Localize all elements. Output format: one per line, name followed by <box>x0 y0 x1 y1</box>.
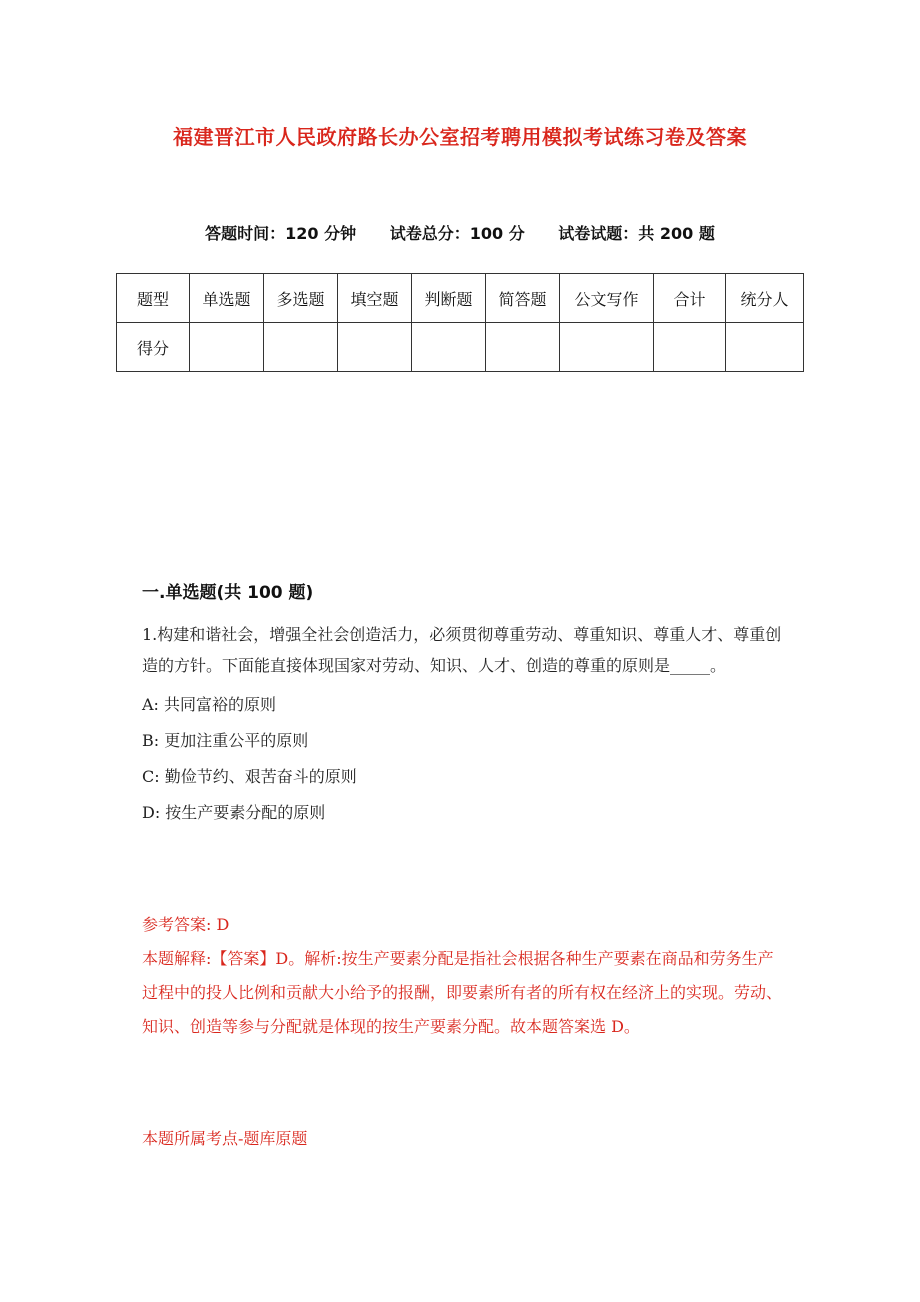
row-label-score: 得分 <box>117 323 190 372</box>
header-fill-blank: 填空题 <box>338 274 412 323</box>
header-scorer: 统分人 <box>726 274 804 323</box>
exam-info <box>0 221 920 244</box>
page-title: 福建晋江市人民政府路长办公室招考聘用模拟考试练习卷及答案 <box>173 125 747 149</box>
header-total: 合计 <box>654 274 726 323</box>
exam-time: 答题时间：120 分钟 <box>205 224 357 243</box>
header-single-choice: 单选题 <box>190 274 264 323</box>
score-cell <box>338 323 412 372</box>
option-b: B: 更加注重公平的原则 <box>142 731 309 750</box>
reference-answer: 参考答案: D <box>142 915 230 934</box>
score-cell <box>190 323 264 372</box>
option-a: A: 共同富裕的原则 <box>142 695 277 714</box>
option-c: C: 勤俭节约、艰苦奋斗的原则 <box>142 767 357 786</box>
header-true-false: 判断题 <box>412 274 486 323</box>
header-document-writing: 公文写作 <box>560 274 654 323</box>
option-d: D: 按生产要素分配的原则 <box>142 803 326 822</box>
knowledge-point: 本题所属考点-题库原题 <box>142 1129 308 1148</box>
score-cell <box>560 323 654 372</box>
score-cell <box>264 323 338 372</box>
header-short-answer: 简答题 <box>486 274 560 323</box>
exam-total-score: 试卷总分：100 分 <box>389 224 525 243</box>
score-table-header-row <box>117 274 804 323</box>
score-table <box>116 273 804 372</box>
score-cell <box>486 323 560 372</box>
question-1 <box>142 619 782 831</box>
answer-explanation: 本题解释:【答案】D。解析:按生产要素分配是指社会根据各种生产要素在商品和劳务生产过程中的投人比例和贡献大小给予的报酬，即要素所有者的所有权在经济上的实现。劳动、知识、创造等参与分配就是体现的按生产要素分配。故本题答案选 D。 <box>142 949 783 1036</box>
score-cell <box>654 323 726 372</box>
header-multiple-choice: 多选题 <box>264 274 338 323</box>
header-question-type: 题型 <box>117 274 190 323</box>
score-cell <box>412 323 486 372</box>
score-cell <box>726 323 804 372</box>
score-table-score-row <box>117 323 804 372</box>
answer-block <box>142 908 787 1044</box>
exam-question-count: 试卷试题：共 200 题 <box>558 224 715 243</box>
section-heading: 一.单选题(共 100 题) <box>142 583 314 603</box>
question-stem: 1.构建和谐社会，增强全社会创造活力，必须贯彻尊重劳动、尊重知识、尊重人才、尊重创造的方针。下面能直接体现国家对劳动、知识、人才、创造的尊重的原则是_____。 <box>142 625 782 675</box>
